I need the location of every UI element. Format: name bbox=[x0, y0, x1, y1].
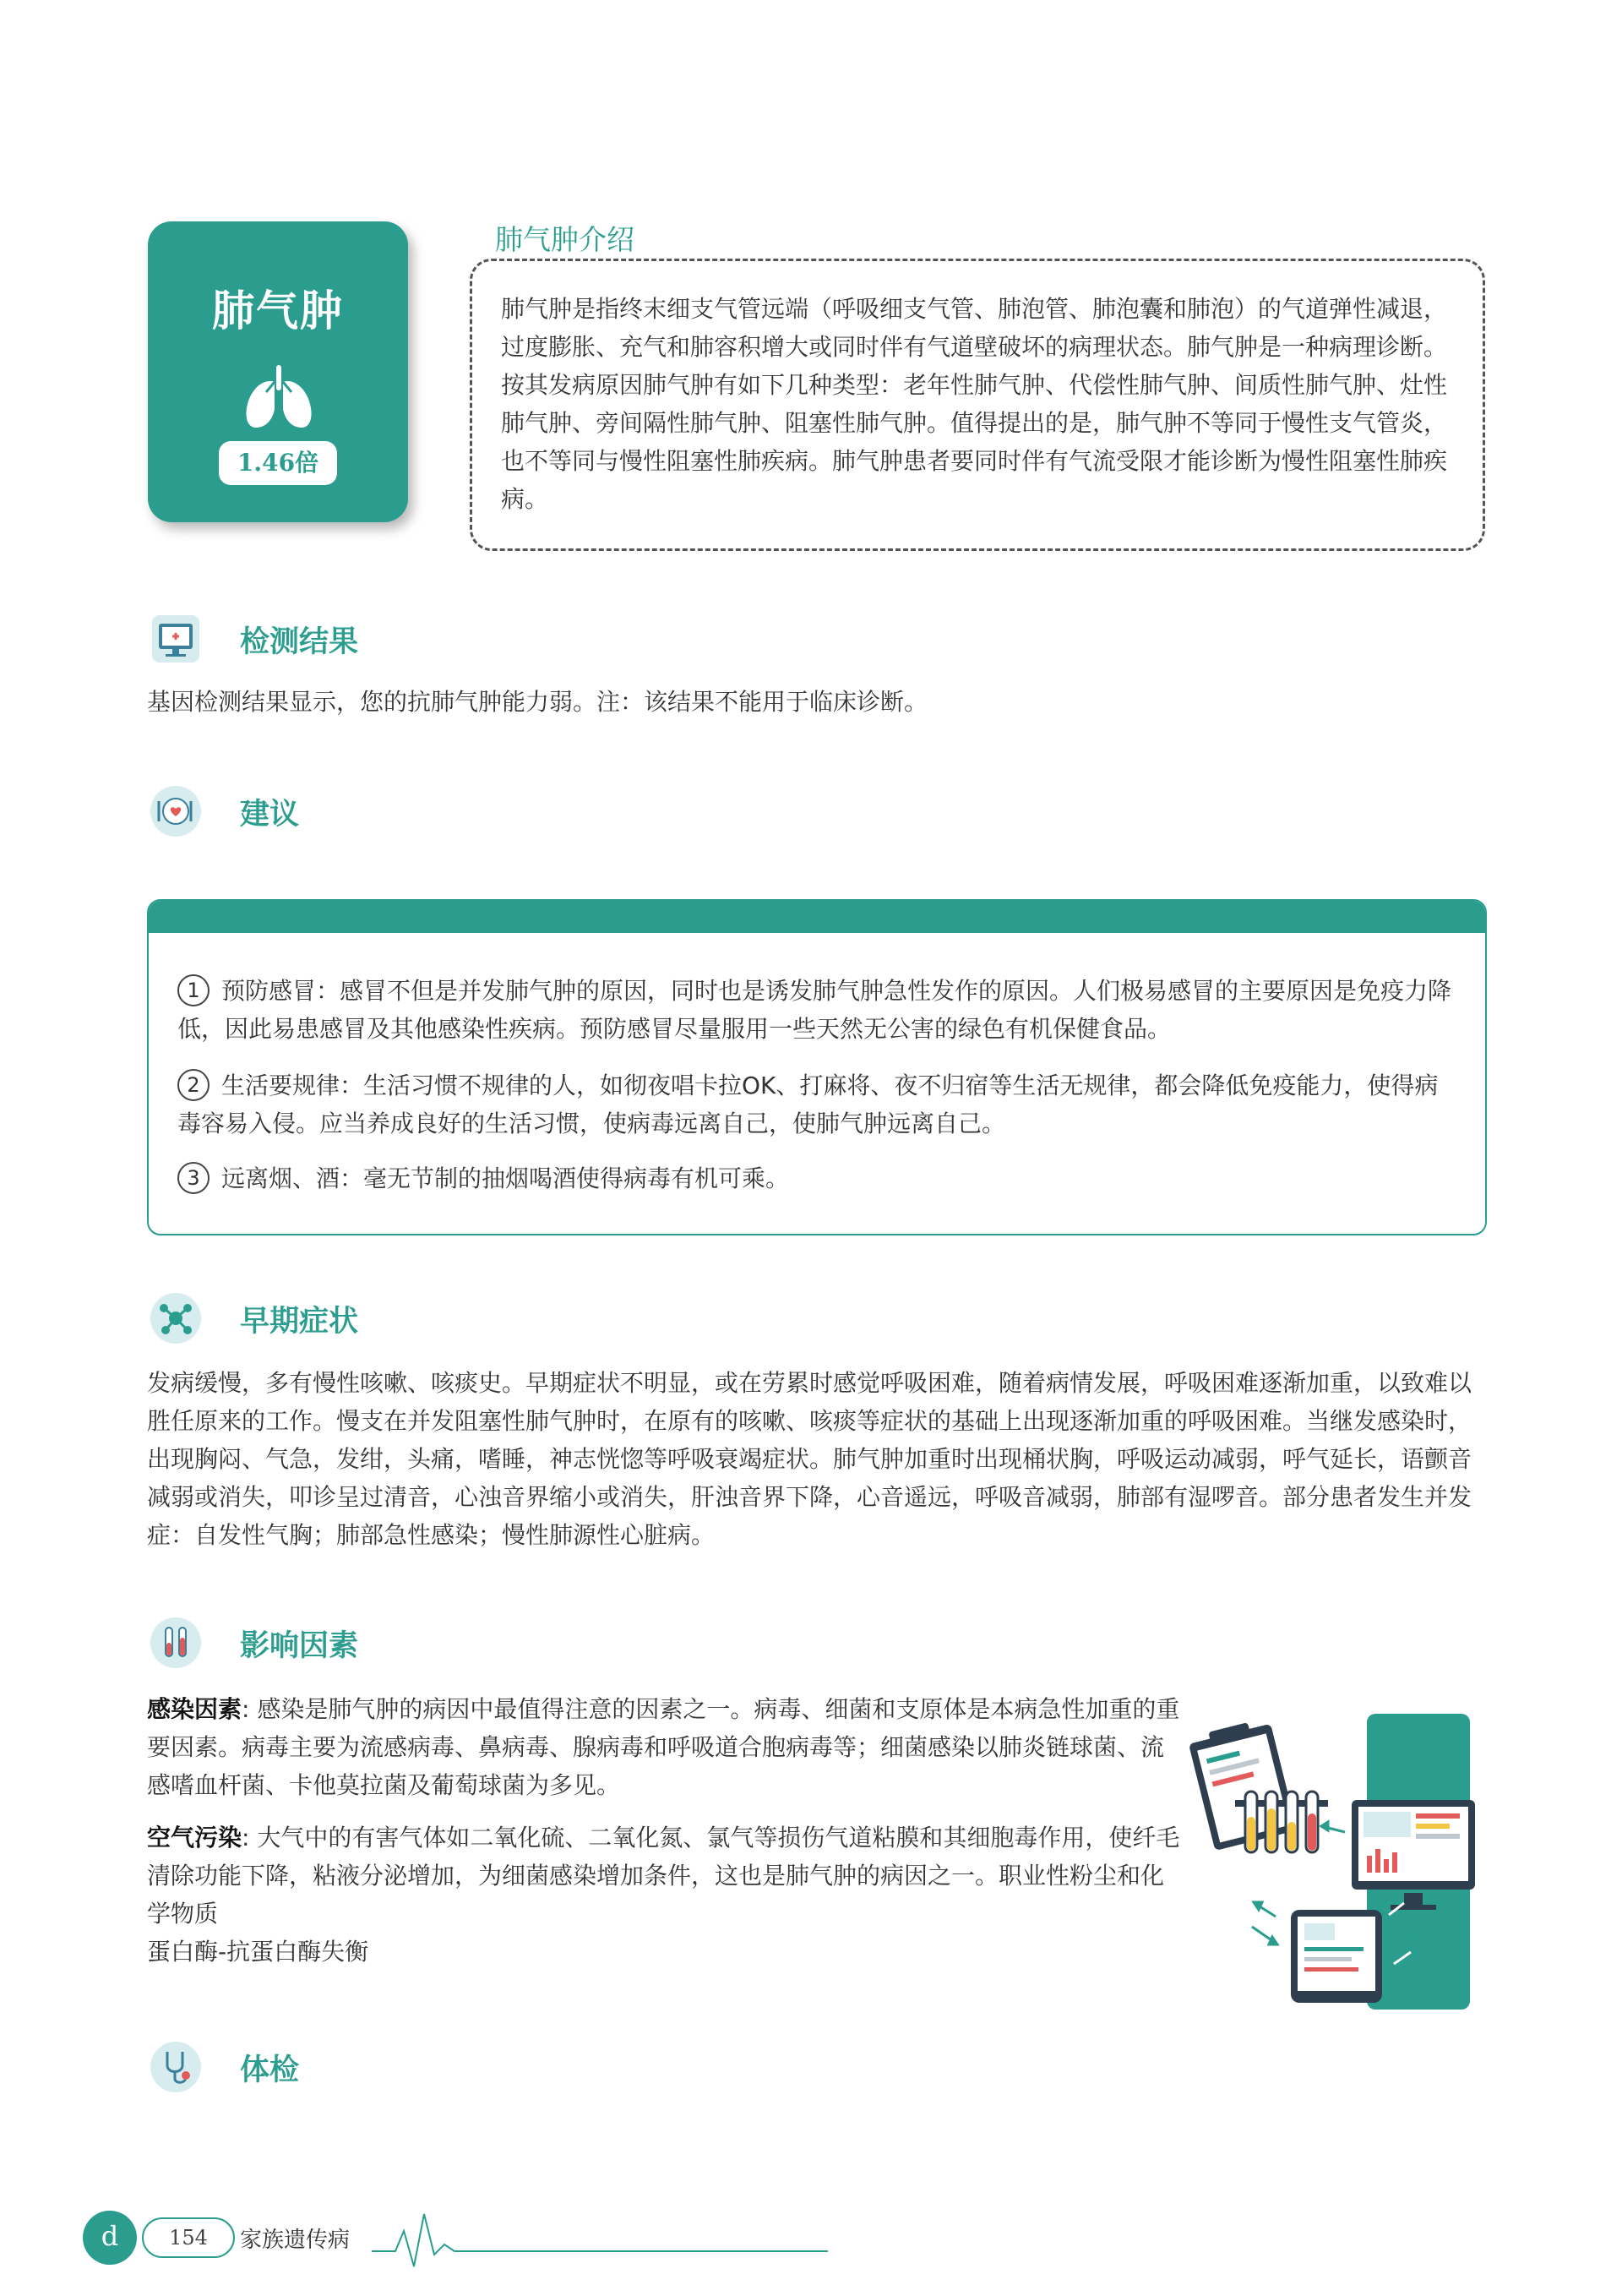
advice-number: 2 bbox=[177, 1069, 210, 1101]
lab-data-illustration bbox=[1183, 1699, 1487, 2013]
intro-text: 肺气肿是指终末细支气管远端（呼吸细支气管、肺泡管、肺泡囊和肺泡）的气道弹性减退，过度膨胀、充气和肺容积增大或同时伴有气道壁破坏的病理状态。肺气肿是一种病理诊断。按其发病原因肺气肿有如下几种类型：老年性肺气肿、代偿性肺气肿、间质性肺气肿、灶性肺气肿、旁间隔性肺气肿、阻塞性肺气肿。值得提出的是，肺气肿不等同于慢性支气管炎，也不等同与慢性阻塞性肺疾病。肺气肿患者要同时伴有气流受限才能诊断为慢性阻塞性肺疾病。 bbox=[501, 295, 1448, 513]
pollution-text: : 大气中的有害气体如二氧化硫、二氧化氮、氯气等损伤气道粘膜和其细胞毒作用，使纤毛清除功能下降，粘液分泌增加，为细菌感染增加条件，这也是肺气肿的病因之一。职业性粉尘和化学物质 bbox=[147, 1824, 1180, 1928]
advice-number: 3 bbox=[177, 1162, 210, 1194]
pollution-factor bbox=[147, 1819, 1186, 1933]
intro-box bbox=[470, 259, 1485, 551]
molecule-icon bbox=[149, 1291, 203, 1345]
advice-item bbox=[177, 972, 1461, 1048]
advice-item-text: 预防感冒：感冒不但是并发肺气肿的原因，同时也是诱发肺气肿急性发作的原因。人们极易感冒的主要原因是免疫力降低，因此易患感冒及其他感染性疾病。预防感冒尽量服用一些天然无公害的绿色有机保健食品。 bbox=[177, 977, 1452, 1043]
advice-box bbox=[147, 899, 1487, 1235]
risk-ratio-badge: 1.46倍 bbox=[219, 441, 337, 485]
result-text: 基因检测结果显示，您的抗肺气肿能力弱。注：该结果不能用于临床诊断。 bbox=[147, 688, 928, 716]
page-number: 154 bbox=[142, 2217, 235, 2258]
infection-text: : 感染是肺气肿的病因中最值得注意的因素之一。病毒、细菌和支原体是本病急性加重的重要因素。病毒主要为流感病毒、鼻病毒、腺病毒和呼吸道合胞病毒等；细菌感染以肺炎链球菌、流感嗜血杆菌、卡他莫拉菌及葡萄球菌为多见。 bbox=[147, 1695, 1180, 1799]
symptoms-text: 发病缓慢，多有慢性咳嗽、咳痰史。早期症状不明显，或在劳累时感觉呼吸困难，随着病情发展，呼吸困难逐渐加重，以致难以胜任原来的工作。慢支在并发阻塞性肺气肿时，在原有的咳嗽、咳痰等症状的基础上出现逐渐加重的呼吸困难。当继发感染时，出现胸闷、气急，发绀，头痛，嗜睡，神志恍惚等呼吸衰竭症状。肺气肿加重时出现桶状胸，呼吸运动减弱，呼气延长，语颤音减弱或消失，叩诊呈过清音，心浊音界缩小或消失，肝浊音界下降，心音遥远，呼吸音减弱，肺部有湿啰音。部分患者发生并发症：自发性气胸；肺部急性感染；慢性肺源性心脏病。 bbox=[147, 1369, 1472, 1549]
advice-item-text: 生活要规律：生活习惯不规律的人，如彻夜唱卡拉OK、打麻将、夜不归宿等生活无规律，都会降低免疫能力，使得病毒容易入侵。应当养成良好的生活习惯，使病毒远离自己，使肺气肿远离自己。 bbox=[177, 1072, 1439, 1137]
disease-title: 肺气肿 bbox=[212, 286, 344, 335]
book-title: 家族遗传病 bbox=[240, 2228, 351, 2253]
exam-title: 体检 bbox=[240, 2053, 300, 2087]
pollution-label: 空气污染 bbox=[147, 1824, 242, 1852]
advice-item bbox=[177, 1159, 1461, 1197]
meal-plate-icon bbox=[149, 784, 203, 838]
lungs-icon bbox=[241, 363, 317, 431]
symptoms-title: 早期症状 bbox=[240, 1305, 359, 1339]
stethoscope-icon bbox=[149, 2040, 203, 2094]
advice-item-text: 远离烟、酒：毫无节制的抽烟喝酒使得病毒有机可乘。 bbox=[221, 1164, 790, 1192]
intro-heading: 肺气肿介绍 bbox=[495, 223, 634, 256]
advice-title: 建议 bbox=[240, 798, 300, 832]
protease-factor: 蛋白酶-抗蛋白酶失衡 bbox=[147, 1938, 369, 1966]
infection-factor bbox=[147, 1690, 1186, 1804]
factors-title: 影响因素 bbox=[240, 1629, 359, 1663]
advice-number: 1 bbox=[177, 974, 210, 1006]
advice-header-bar bbox=[149, 901, 1485, 933]
result-title: 检测结果 bbox=[240, 625, 359, 659]
monitor-icon bbox=[149, 612, 203, 666]
heartbeat-line bbox=[372, 2202, 828, 2270]
infection-label: 感染因素 bbox=[147, 1695, 242, 1723]
disease-title-card bbox=[148, 221, 408, 522]
footer-chapter-badge: d bbox=[83, 2211, 137, 2265]
test-tube-icon bbox=[149, 1616, 203, 1670]
advice-item bbox=[177, 1066, 1461, 1143]
